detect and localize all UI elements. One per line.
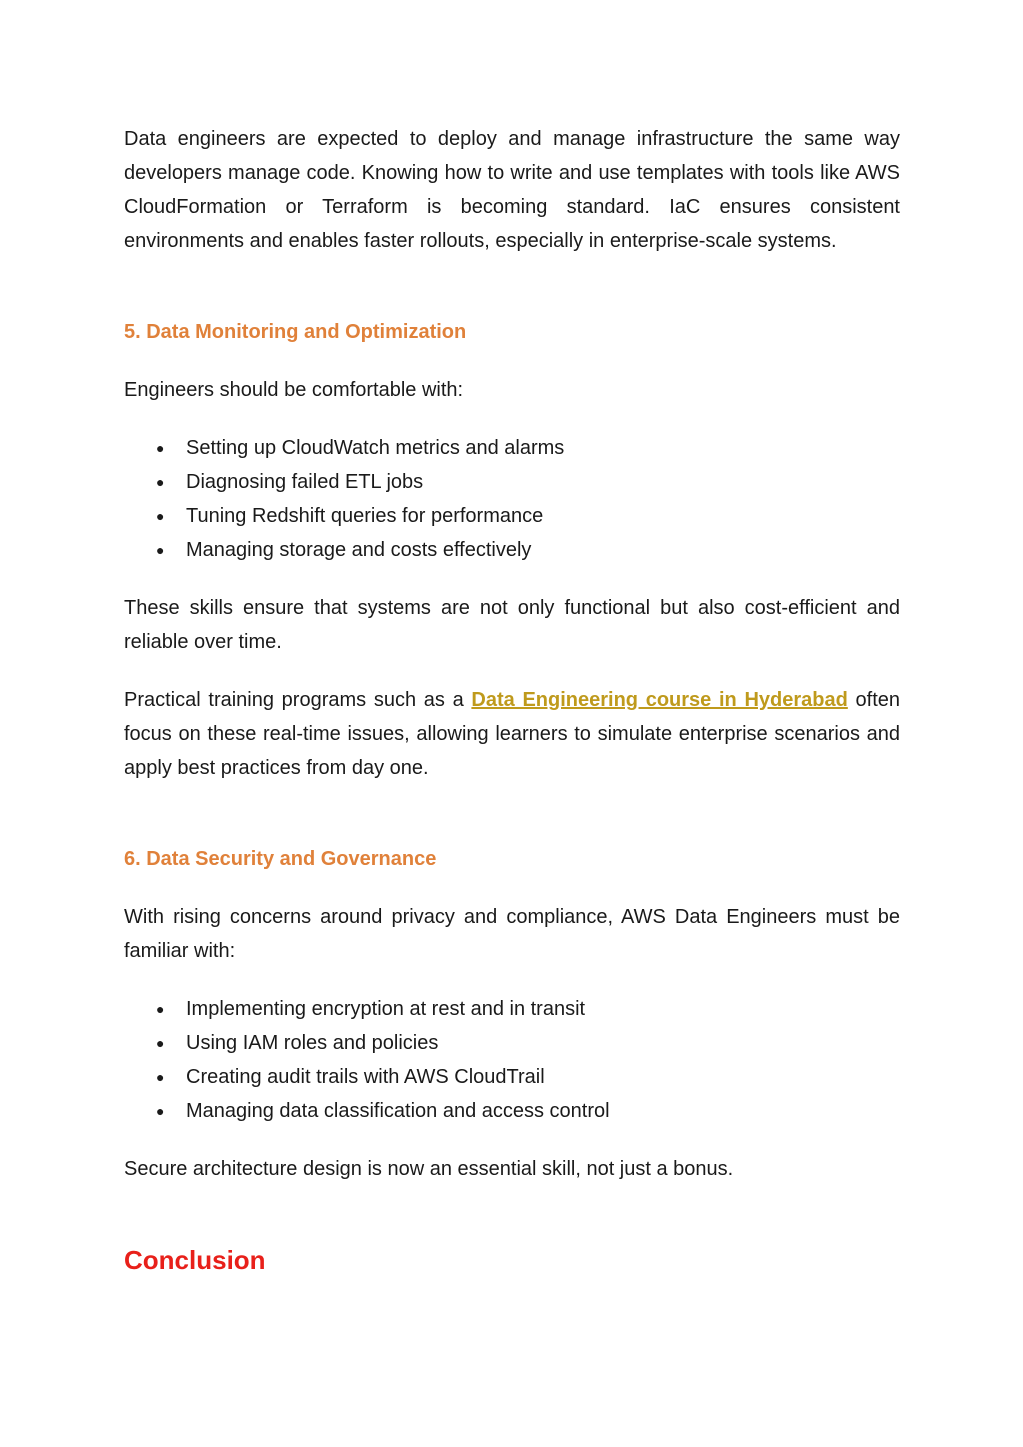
section-6-list [124,992,900,1128]
list-item: ● Setting up CloudWatch metrics and alarms [124,431,900,465]
list-item: ● Diagnosing failed ETL jobs [124,465,900,499]
list-item: ● Creating audit trails with AWS CloudTrail [124,1060,900,1094]
practical-paragraph: Practical training programs such as a Data Engineering course in Hyderabad often focus on these real-time issues, allowing learners to simulate enterprise scenarios and apply best practices from day one. [124,689,901,779]
intro-paragraph: Data engineers are expected to deploy and manage infrastructure the same way developers manage code. Knowing how to write and use templates with tools like AWS CloudFormation or Terraform is becoming standard. IaC ensures consistent environments and enables faster rollouts, especially in enterprise-scale systems. [124,128,900,252]
list-item: ● Managing data classification and access control [124,1094,900,1128]
bullet-icon: ● [156,542,165,558]
course-link[interactable]: Data Engineering course in Hyderabad [471,689,848,711]
list-item: ● Tuning Redshift queries for performance [124,499,900,533]
bullet-icon: ● [156,1069,165,1085]
section-6-lead: With rising concerns around privacy and compliance, AWS Data Engineers must be familiar with: [124,906,900,962]
conclusion-heading: Conclusion [124,1245,266,1275]
section-5-lead: Engineers should be comfortable with: [124,379,464,401]
bullet-icon: ● [156,440,165,456]
bullet-icon: ● [156,508,165,524]
section-5-summary: These skills ensure that systems are not only functional but also cost-efficient and reliable over time. [124,597,900,653]
section-5-list [124,431,900,567]
bullet-icon: ● [156,1035,165,1051]
list-item: ● Using IAM roles and policies [124,1026,900,1060]
bullet-icon: ● [156,1103,165,1119]
bullet-icon: ● [156,1001,165,1017]
bullet-icon: ● [156,474,165,490]
section-6-heading: 6. Data Security and Governance [124,848,437,870]
list-item: ● Managing storage and costs effectively [124,533,900,567]
list-item: ● Implementing encryption at rest and in transit [124,992,900,1026]
document-page [124,122,900,1277]
section-5-heading: 5. Data Monitoring and Optimization [124,321,467,343]
section-6-summary: Secure architecture design is now an essential skill, not just a bonus. [124,1158,734,1180]
